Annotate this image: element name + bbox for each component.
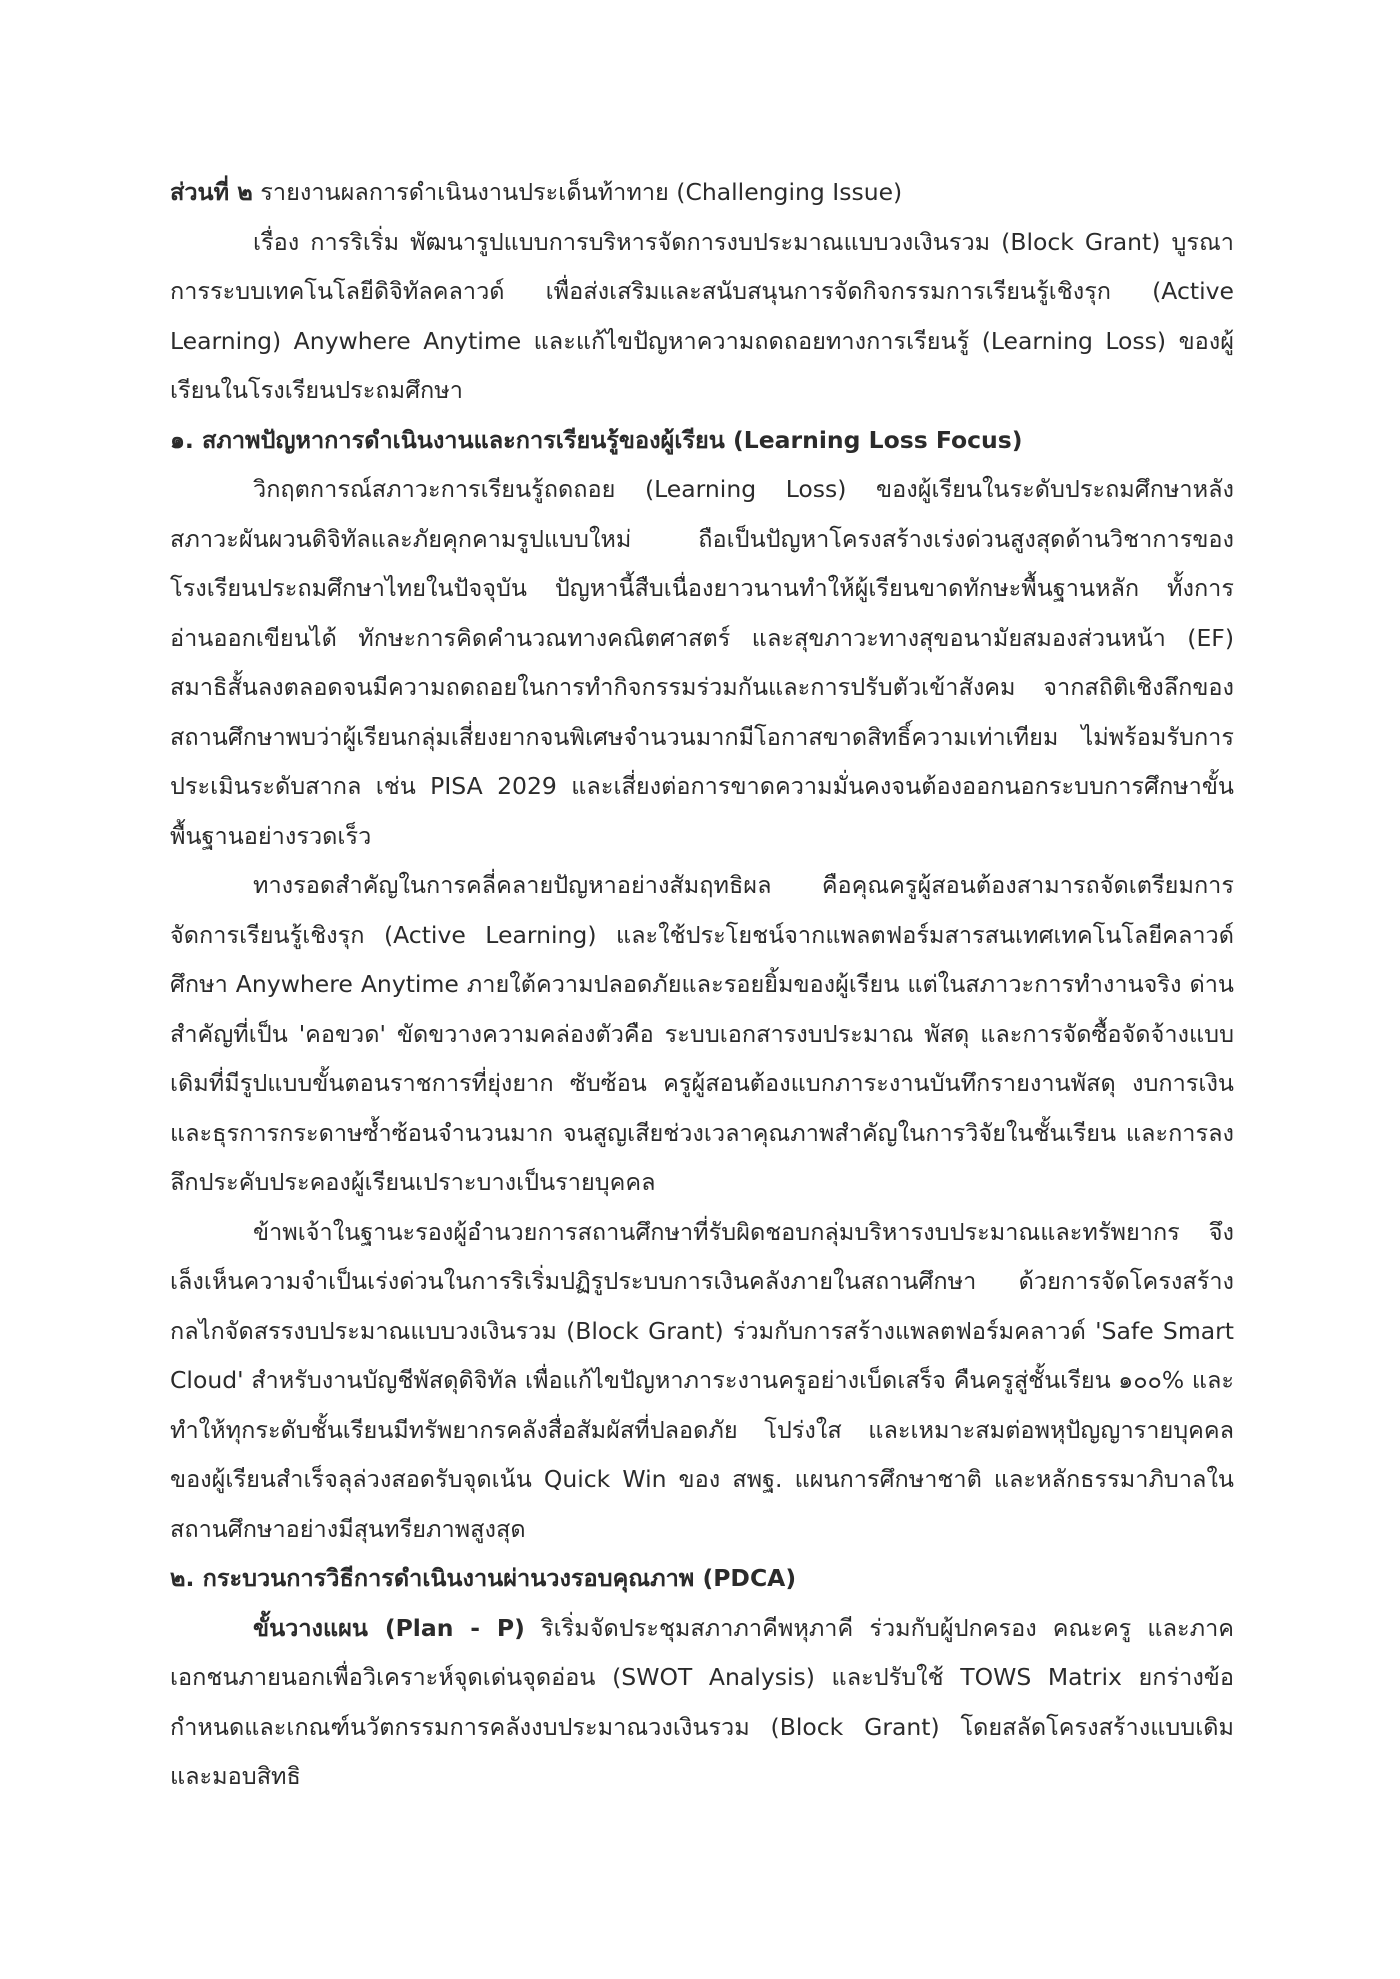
- section1-paragraph-1: วิกฤตการณ์สภาวะการเรียนรู้ถดถอย (Learning Loss) ของผู้เรียนในระดับประถมศึกษาหลังสภาวะผันผวนดิจิทัลและภัยคุกคามรูปแบบใหม่ ถือเป็นปัญหาโครงสร้างเร่งด่วนสูงสุดด้านวิชาการของโรงเรียนประถมศึกษาไทยในปัจจุบัน ปัญหานี้สืบเนื่องยาวนานทำให้ผู้เรียนขาดทักษะพื้นฐานหลัก ทั้งการอ่านออกเขียนได้ ทักษะการคิดคำนวณทางคณิตศาสตร์ และสุขภาวะทางสุขอนามัยสมองส่วนหน้า (EF) สมาธิสั้นลงตลอดจนมีความถดถอยในการทำกิจกรรมร่วมกันและการปรับตัวเข้าสังคม จากสถิติเชิงลึกของสถานศึกษาพบว่าผู้เรียนกลุ่มเสี่ยงยากจนพิเศษจำนวนมากมีโอกาสขาดสิทธิ์ความเท่าเทียม ไม่พร้อมรับการประเมินระดับสากล เช่น PISA 2029 และเสี่ยงต่อการขาดความมั่นคงจนต้องออกนอกระบบการศึกษาขั้นพื้นฐานอย่างรวดเร็ว: [170, 475, 1234, 850]
- part-title: [170, 168, 1234, 218]
- subject-paragraph: เรื่อง การริเริ่ม พัฒนารูปแบบการบริหารจัดการงบประมาณแบบวงเงินรวม (Block Grant) บูรณาการระบบเทคโนโลยีดิจิทัลคลาวด์ เพื่อส่งเสริมและสนับสนุนการจัดกิจกรรมการเรียนรู้เชิงรุก (Active Learning) Anywhere Anytime และแก้ไขปัญหาความถดถอยทางการเรียนรู้ (Learning Loss) ของผู้เรียนในโรงเรียนประถมศึกษา: [170, 227, 1234, 404]
- part-title-text: รายงานผลการดำเนินงานประเด็นท้าทาย (Challenging Issue): [252, 178, 903, 206]
- section1-paragraph-2: ทางรอดสำคัญในการคลี่คลายปัญหาอย่างสัมฤทธิผล คือคุณครูผู้สอนต้องสามารถจัดเตรียมการจัดการเรียนรู้เชิงรุก (Active Learning) และใช้ประโยชน์จากแพลตฟอร์มสารสนเทศเทคโนโลยีคลาวด์ศึกษา Anywhere Anytime ภายใต้ความปลอดภัยและรอยยิ้มของผู้เรียน แต่ในสภาวะการทำงานจริง ด่านสำคัญที่เป็น 'คอขวด' ขัดขวางความคล่องตัวคือ ระบบเอกสารงบประมาณ พัสดุ และการจัดซื้อจัดจ้างแบบเดิมที่มีรูปแบบขั้นตอนราชการที่ยุ่งยาก ซับซ้อน ครูผู้สอนต้องแบกภาระงานบันทึกรายงานพัสดุ งบการเงิน และธุรการกระดาษซ้ำซ้อนจำนวนมาก จนสูญเสียช่วงเวลาคุณภาพสำคัญในการวิจัยในชั้นเรียน และการลงลึกประคับประคองผู้เรียนเปราะบางเป็นรายบุคคล: [170, 871, 1234, 1196]
- plan-paragraph: [170, 1604, 1234, 1802]
- part-title-label: ส่วนที่ ๒: [170, 178, 253, 206]
- section1-paragraph-3: ข้าพเจ้าในฐานะรองผู้อำนวยการสถานศึกษาที่รับผิดชอบกลุ่มบริหารงบประมาณและทรัพยากร จึงเล็งเห็นความจำเป็นเร่งด่วนในการริเริ่มปฏิรูประบบการเงินคลังภายในสถานศึกษา ด้วยการจัดโครงสร้างกลไกจัดสรรงบประมาณแบบวงเงินรวม (Block Grant) ร่วมกับการสร้างแพลตฟอร์มคลาวด์ 'Safe Smart Cloud' สำหรับงานบัญชีพัสดุดิจิทัล เพื่อแก้ไขปัญหาภาระงานครูอย่างเบ็ดเสร็จ คืนครูสู่ชั้นเรียน ๑๐๐% และทำให้ทุกระดับชั้นเรียนมีทรัพยากรคลังสื่อสัมผัสที่ปลอดภัย โปร่งใส และเหมาะสมต่อพหุปัญญารายบุคคลของผู้เรียนสำเร็จลุล่วงสอดรับจุดเน้น Quick Win ของ สพฐ. แผนการศึกษาชาติ และหลักธรรมาภิบาลในสถานศึกษาอย่างมีสุนทรียภาพสูงสุด: [170, 1217, 1234, 1543]
- section2-heading: ๒. กระบวนการวิธีการดำเนินงานผ่านวงรอบคุณภาพ (PDCA): [170, 1564, 797, 1592]
- section1-heading: ๑. สภาพปัญหาการดำเนินงานและการเรียนรู้ของผู้เรียน (Learning Loss Focus): [170, 425, 1023, 454]
- plan-step-label: ขั้นวางแผน (Plan - P): [253, 1613, 525, 1642]
- plan-step-text: ริเริ่มจัดประชุมสภาภาคีพหุภาคี ร่วมกับผู้ปกครอง คณะครู และภาคเอกชนภายนอกเพื่อวิเคราะห์จุดเด่นจุดอ่อน (SWOT Analysis) และปรับใช้ TOWS Matrix ยกร่างข้อกำหนดและเกณฑ์นวัตกรรมการคลังงบประมาณวงเงินรวม (Block Grant) โดยสลัดโครงสร้างแบบเดิม และมอบสิทธิ: [170, 1613, 1235, 1790]
- document-page: [170, 168, 1234, 1802]
